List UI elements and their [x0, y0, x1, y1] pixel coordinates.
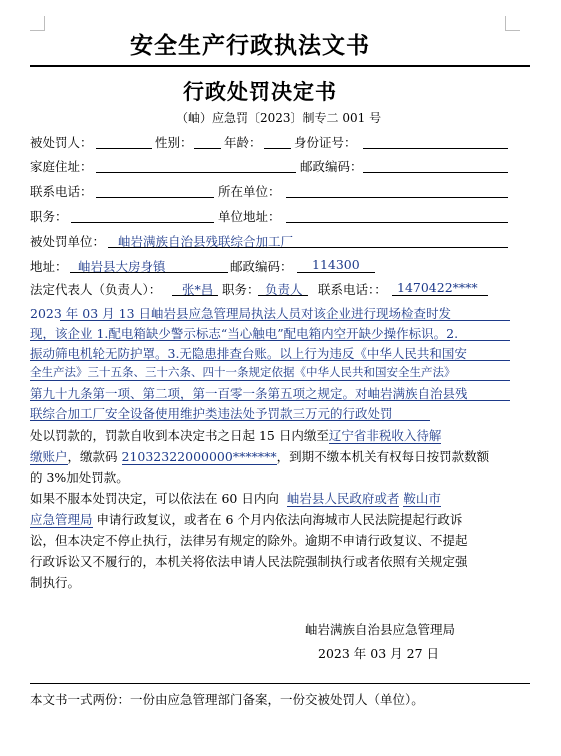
rep-phone-underline	[392, 295, 488, 296]
document-number: （岫）应急罚〔2023〕制专二 001 号	[176, 111, 382, 125]
appeal-city: 鞍山市	[403, 491, 441, 506]
gender-field[interactable]	[194, 148, 221, 149]
appeal-line-2	[30, 510, 462, 528]
addr-post-label: 邮政编码：	[230, 259, 293, 274]
unit-field[interactable]	[286, 197, 508, 198]
rep-pos-underline	[258, 295, 308, 296]
phone-field[interactable]	[96, 197, 214, 198]
rep-phone-value: 1470422****	[397, 280, 478, 295]
rep-pos-value: 负责人	[265, 282, 303, 297]
crop-mark-top-right	[505, 16, 520, 31]
age-label: 年龄：	[224, 135, 262, 150]
entity-label: 被处罚单位：	[30, 234, 106, 249]
payment-account-suffix: 缴账户	[30, 449, 68, 464]
addr-value: 岫岩县大房身镇	[78, 259, 166, 274]
appeal-line-5: 制执行。	[30, 575, 81, 590]
finding-underline-1	[60, 320, 510, 321]
payment-line-2	[30, 447, 489, 465]
payment-text-2: ，到期不缴本机关有权每日按罚款数额	[276, 449, 490, 464]
unit-label: 所在单位：	[218, 184, 281, 199]
payment-code-label: ，缴款码	[67, 449, 122, 464]
form-title: 行政处罚决定书	[183, 80, 337, 104]
appeal-government: 岫岩县人民政府或者	[286, 491, 400, 506]
payment-code: 21032322000000*******	[121, 449, 277, 464]
finding-line-3: 振动筛电机轮无防护罩。3.无隐患排查台账。以上行为违反《中华人民共和国安	[30, 346, 467, 361]
rep-underline	[172, 295, 218, 296]
rep-phone-label: 联系电话：：	[318, 282, 387, 297]
age-field[interactable]	[264, 148, 291, 149]
finding-underline-4	[30, 380, 510, 381]
appeal-line-4: 行政诉讼又不履行的，本机关将依法申请人民法院强制执行或者依照有关规定强	[30, 554, 468, 569]
postcode-field[interactable]	[363, 172, 508, 173]
finding-line-6: 联综合加工厂安全设备使用维护类违法处予罚款三万元的行政处罚	[30, 406, 393, 421]
unit-address-label: 单位地址：	[218, 209, 281, 224]
issue-date: 2023 年 03 月 27 日	[318, 646, 439, 661]
footer-rule	[30, 683, 530, 684]
finding-underline-6	[30, 420, 430, 421]
entity-underline	[108, 247, 508, 248]
payment-line-1	[30, 426, 441, 444]
postcode-label: 邮政编码：	[300, 159, 363, 174]
rep-value: 张*昌	[182, 282, 214, 297]
finding-underline-2	[30, 340, 510, 341]
finding-underline-5	[30, 400, 510, 401]
rep-pos-label: 职务：	[222, 282, 260, 297]
person-label: 被处罚人：	[30, 135, 93, 150]
crop-mark-top-left	[30, 16, 45, 31]
addr-post-value: 114300	[312, 257, 360, 272]
payment-account-name: 辽宁省非税收入待解	[328, 428, 442, 443]
person-field[interactable]	[96, 148, 152, 149]
header-rule	[30, 65, 530, 67]
finding-line-5: 第九十九条第一项、第二项，第一百零一条第五项之规定。对岫岩满族自治县残	[30, 386, 468, 401]
appeal-line-1	[30, 489, 441, 507]
finding-underline-3	[30, 360, 510, 361]
address-field[interactable]	[96, 172, 296, 173]
issuing-organization: 岫岩满族自治县应急管理局	[305, 622, 456, 637]
addr-underline	[70, 272, 228, 273]
rep-label: 法定代表人（负责人）：	[30, 282, 162, 297]
appeal-bureau: 应急管理局	[30, 512, 93, 527]
appeal-line-3: 讼，但本决定不停止执行，法律另有规定的除外。逾期不申请行政复议、不提起	[30, 533, 468, 548]
appeal-text-2: 申请行政复议，或者在 6 个月内依法向海城市人民法院提起行政诉	[96, 512, 463, 527]
phone-label: 联系电话：	[30, 184, 93, 199]
payment-text-1: 处以罚款的，罚款自收到本决定书之日起 15 日内缴至	[30, 428, 329, 443]
id-label: 身份证号：	[294, 135, 357, 150]
id-field[interactable]	[363, 148, 508, 149]
address-label: 家庭住址：	[30, 159, 93, 174]
footer-note: 本文书一式两份：一份由应急管理部门备案，一份交被处罚人（单位）。	[30, 692, 424, 707]
payment-line-3: 的 3%加处罚款。	[30, 470, 129, 485]
finding-line-1: 2023 年 03 月 13 日岫岩县应急管理局执法人员对该企业进行现场检查时发	[30, 306, 451, 321]
addr-label: 地址：	[30, 259, 68, 274]
addr-post-underline	[297, 272, 375, 273]
position-field[interactable]	[71, 222, 214, 223]
position-label: 职务：	[30, 209, 68, 224]
finding-line-2: 现，该企业 1.配电箱缺少警示标志“当心触电”配电箱内空开缺少操作标识。2.	[30, 326, 459, 341]
entity-value: 岫岩满族自治县残联综合加工厂	[118, 234, 294, 249]
document-type-title: 安全生产行政执法文书	[130, 33, 370, 59]
finding-line-4: 全生产法》三十五条、三十六条、四十一条规定依据《中华人民共和国安全生产法》	[30, 365, 456, 379]
gender-label: 性别：	[155, 135, 193, 150]
appeal-text-1: 如果不服本处罚决定，可以依法在 60 日内向	[30, 491, 279, 506]
unit-address-field[interactable]	[286, 222, 508, 223]
